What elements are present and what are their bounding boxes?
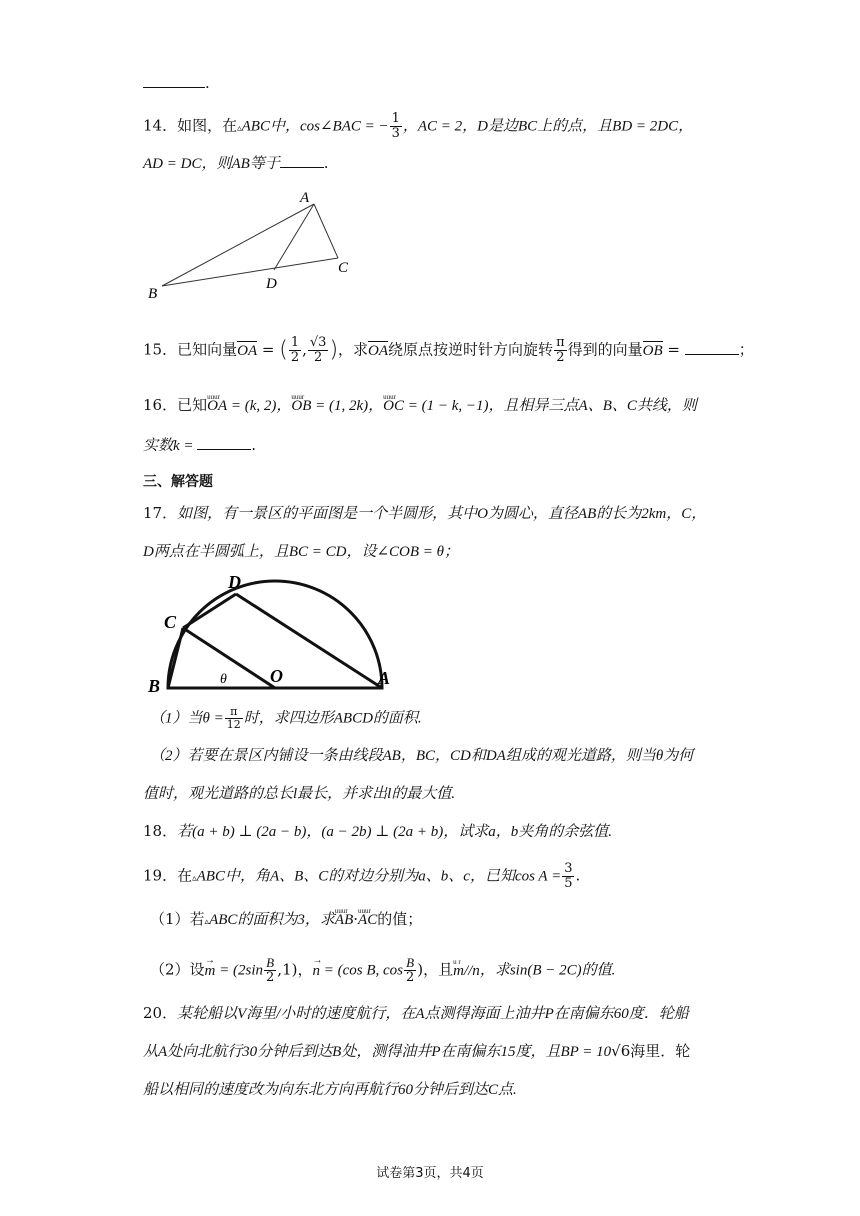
parallel-condition: u r m//n (453, 960, 480, 982)
triangle-icon: ▵ (192, 873, 197, 884)
chord-cd (183, 594, 236, 628)
side-ac (314, 204, 338, 258)
vector-oa: uuur OA (207, 395, 227, 417)
vector-ab: uuur AB (335, 909, 353, 931)
question-number: 19． (143, 866, 178, 885)
chord-da (236, 594, 382, 688)
vector-ob: uuur OB (291, 395, 311, 417)
label-a: A (378, 668, 391, 688)
answer-blank (280, 153, 324, 168)
vector-oc: uuur OC (383, 395, 404, 417)
vector-oa: OA (237, 340, 257, 362)
q14-triangle-figure (140, 186, 370, 308)
question-number: 14． (143, 116, 178, 135)
label-a: A (300, 190, 310, 206)
label-o: O (270, 666, 283, 686)
label-c: C (164, 612, 177, 632)
question-number: 18． (143, 822, 178, 840)
vector-n: → n (312, 960, 320, 982)
q19-part2: （2）设→ m = (2sin $\frac{B}{2}$ ,1)，→ n = (cos B, cos $\frac{B}{2}$ )，且u r m//n，求sin(B − 2C)的值. (150, 956, 615, 985)
q19-part1: （1）若▵ABC的面积为3，求uuur AB·uuur AC的值； (150, 908, 422, 933)
q20-line2: 从A处向北航行30分钟后到达B处，测得油井P在南偏东15度，且BP = 10√6海里．轮 (143, 1042, 691, 1060)
q17-semicircle-figure (140, 566, 405, 698)
q17-line2: D两点在半圆弧上，且BC = CD，设∠COB = θ； (143, 544, 460, 560)
question-number: 17． (143, 504, 178, 522)
q17-part2-line2: 值时，观光道路的总长l最长，并求出l的最大值. (143, 786, 456, 802)
q19-line1: 19．在▵ABC中，角A、B、C的对边分别为a、b、c，已知cos A = $\frac{3}{5}$ . (143, 861, 581, 891)
answer-blank (197, 435, 251, 450)
segment-ad (274, 204, 314, 270)
section-title: 三、解答题 (143, 474, 213, 490)
q13-answer-line: . (143, 72, 210, 94)
page-footer: 试卷第3页，共4页 (376, 1166, 484, 1181)
q20-line1: 20．某轮船以V海里/小时的速度航行，在A点测得海面上油井P在南偏东60度．轮船 (143, 1004, 689, 1022)
q14-line2: AD = DC，则AB等于 . (143, 154, 329, 172)
triangle-icon: ▵ (237, 123, 242, 134)
vector-ac: uuur AC (358, 909, 377, 931)
label-theta: θ (220, 672, 227, 687)
label-b: B (148, 676, 161, 696)
answer-blank (685, 340, 739, 355)
question-number: 16． (143, 396, 178, 414)
label-d: D (266, 276, 277, 292)
label-b: B (148, 286, 158, 302)
q17-line1: 17．如图，有一景区的平面图是一个半圆形，其中O为圆心，直径AB的长为2km，C， (143, 504, 707, 522)
vector-oa: OA (368, 340, 388, 362)
q14-line1: 14．如图，在▵ABC中，cos∠BAC = − $\frac{1}{3}$ ，AC = 2，D是边BC上的点，且BD = 2DC， (143, 111, 694, 141)
q18-line: 18．若(a + b) ⊥ (2a − b)，(a − 2b) ⊥ (2a + b)，试求a，b夹角的余弦值. (143, 822, 613, 840)
q16-line2: 实数k = . (143, 436, 257, 454)
q20-line3: 船以相同的速度改为向东北方向再航行60分钟后到达C点. (143, 1082, 517, 1098)
q15-line: 15．已知向量OA = ( $\frac{1}{2}$ , $\frac{√3}{2}$ )，求OA绕原点按逆时针方向旋转 $\frac{\pi}{2}$ 得到的向量OB = ； (143, 335, 754, 365)
chord-bc (168, 628, 183, 688)
fraction: $\frac{1}{3}$ (391, 111, 400, 141)
q17-part1: （1）当θ = $\frac{\pi}{12}$ 时，求四边形ABCD的面积. (150, 705, 422, 731)
vector-ob: OB (643, 340, 663, 362)
q17-part2-line1: （2）若要在景区内铺设一条由线段AB，BC，CD和DA组成的观光道路，则当θ为何 (150, 748, 694, 764)
label-c: C (338, 260, 349, 276)
answer-blank (143, 73, 205, 88)
vector-m: → m (205, 960, 216, 982)
q16-line1: 16．已知uuur OA = (k, 2)，uuur OB = (1, 2k)，uuur OC = (1 − k, −1)，且相异三点A、B、C共线，则 (143, 394, 697, 417)
radius-oc (183, 628, 275, 688)
triangle-icon: ▵ (204, 917, 210, 927)
question-number: 15． (143, 340, 178, 359)
label-d: D (228, 572, 241, 592)
question-number: 20． (143, 1004, 178, 1022)
